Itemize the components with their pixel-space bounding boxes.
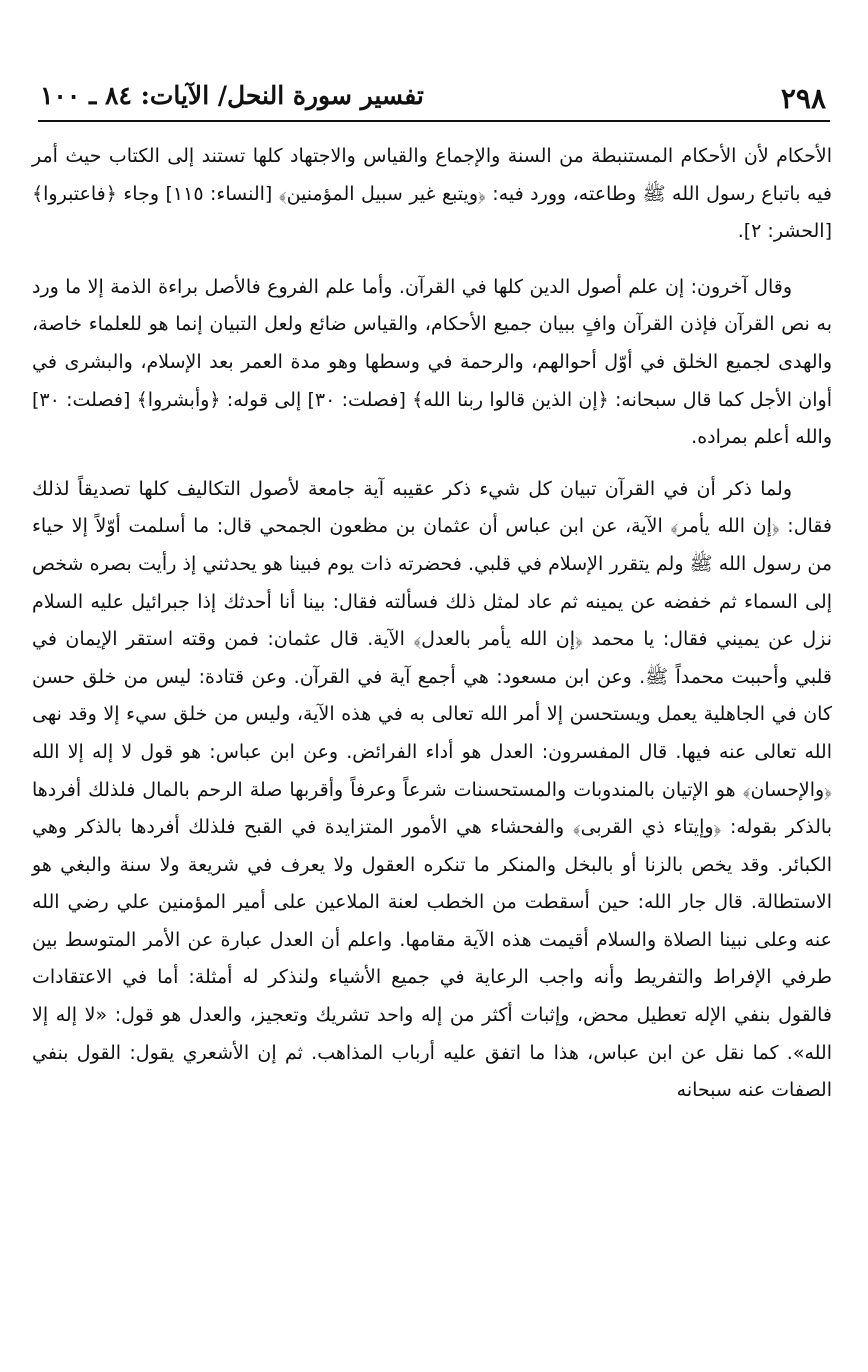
page-header [38,78,828,118]
running-head: تفسير سورة النحل/ الآيات: ٨٤ ـ ١٠٠ [40,81,424,110]
header-rule [38,120,830,122]
page-body [32,138,832,1110]
paragraph-2: وقال آخرون: إن علم أصول الدين كلها في القرآن. وأما علم الفروع فالأصل براءة الذمة إلا ما ورد به نص القرآن فإذن القرآن وافٍ ببيان جميع الأحكام، والقياس ضائع ولعل التبيان إنما هو للعلماء خاصة، والهدى لجميع الخلق في أوّل أحوالهم، والرحمة في وسطها وهو مدة العمر بعد الإسلام، والبشرى في أوان الأجل كما قال سبحانه: ﴿إن الذين قالوا ربنا الله﴾ [فصلت: ٣٠] إلى قوله: ﴿وأبشروا﴾ [فصلت: ٣٠] والله أعلم بمراده. [32,275,832,449]
paragraph-3: ولما ذكر أن في القرآن تبيان كل شيء ذكر عقيبه آية جامعة لأصول التكاليف كلها تصديقاً لذلك فقال: ﴿إن الله يأمر﴾ الآية، عن ابن عباس أن عثمان بن مظعون الجمحي قال: ما أسلمت أوّلاً إلا حياء من رسول الله ﷺ ولم يتقرر الإسلام في قلبي. فحضرته ذات يوم فبينا هو يحدثني إذ رأيت بصره شخص إلى السماء ثم خفضه عن يمينه ثم عاد لمثل ذلك فسألته فقال: بينا أنا أحدثك إذا جبرائيل عليه السلام نزل عن يميني فقال: يا محمد ﴿إن الله يأمر بالعدل﴾ الآية. قال عثمان: فمن وقته استقر الإيمان في قلبي وأحببت محمداً ﷺ. وعن ابن مسعود: هي أجمع آية في القرآن. وعن قتادة: ليس من خلق حسن كان في الجاهلية يعمل ويستحسن إلا أمر الله تعالى به في هذه الآية، وليس من خلق سيء إلا وقد نهى الله تعالى عنه فيها. قال المفسرون: العدل هو أداء الفرائض. وعن ابن عباس: هو قول لا إله إلا الله ﴿والإحسان﴾ هو الإتيان بالمندوبات والمستحسنات شرعاً وعرفاً وأقربها صلة الرحم بالمال فلذلك أفردها بالذكر بقوله: ﴿وإيتاء ذي القربى﴾ والفحشاء هي الأمور المتزايدة في القبح فلذلك أفردها بالذكر وهي الكبائر. وقد يخص بالزنا أو بالبخل والمنكر ما تنكره العقول ولا يعرف في شريعة ولا سنة والبغي هو الاستطالة. قال جار الله: حين أسقطت من الخطب لعنة الملاعين على أمير المؤمنين علي رضي الله عنه وعلى نبينا الصلاة والسلام أقيمت هذه الآية مقامها. واعلم أن العدل عبارة عن الأمر المتوسط بين طرفي الإفراط والتفريط وأنه واجب الرعاية في جميع الأشياء ولنذكر له أمثلة: أما في الاعتقادات فالقول بنفي الإله تعطيل محض، وإثبات أكثر من إله واحد تشريك وتعجيز، والعدل هو قول: «لا إله إلا الله». كما نقل عن ابن عباس، هذا ما اتفق عليه أرباب المذاهب. ثم إن الأشعري يقول: القول بنفي الصفات عنه سبحانه [32,477,832,1102]
paragraph-1: الأحكام لأن الأحكام المستنبطة من السنة والإجماع والقياس والاجتهاد كلها تستند إلى الكتاب حيث أمر فيه باتباع رسول الله ﷺ وطاعته، وورد فيه: ﴿ويتبع غير سبيل المؤمنين﴾ [النساء: ١١٥] وجاء ﴿فاعتبروا﴾ [الحشر: ٢]. [32,145,832,243]
page-number: ٢٩٨ [780,82,826,115]
